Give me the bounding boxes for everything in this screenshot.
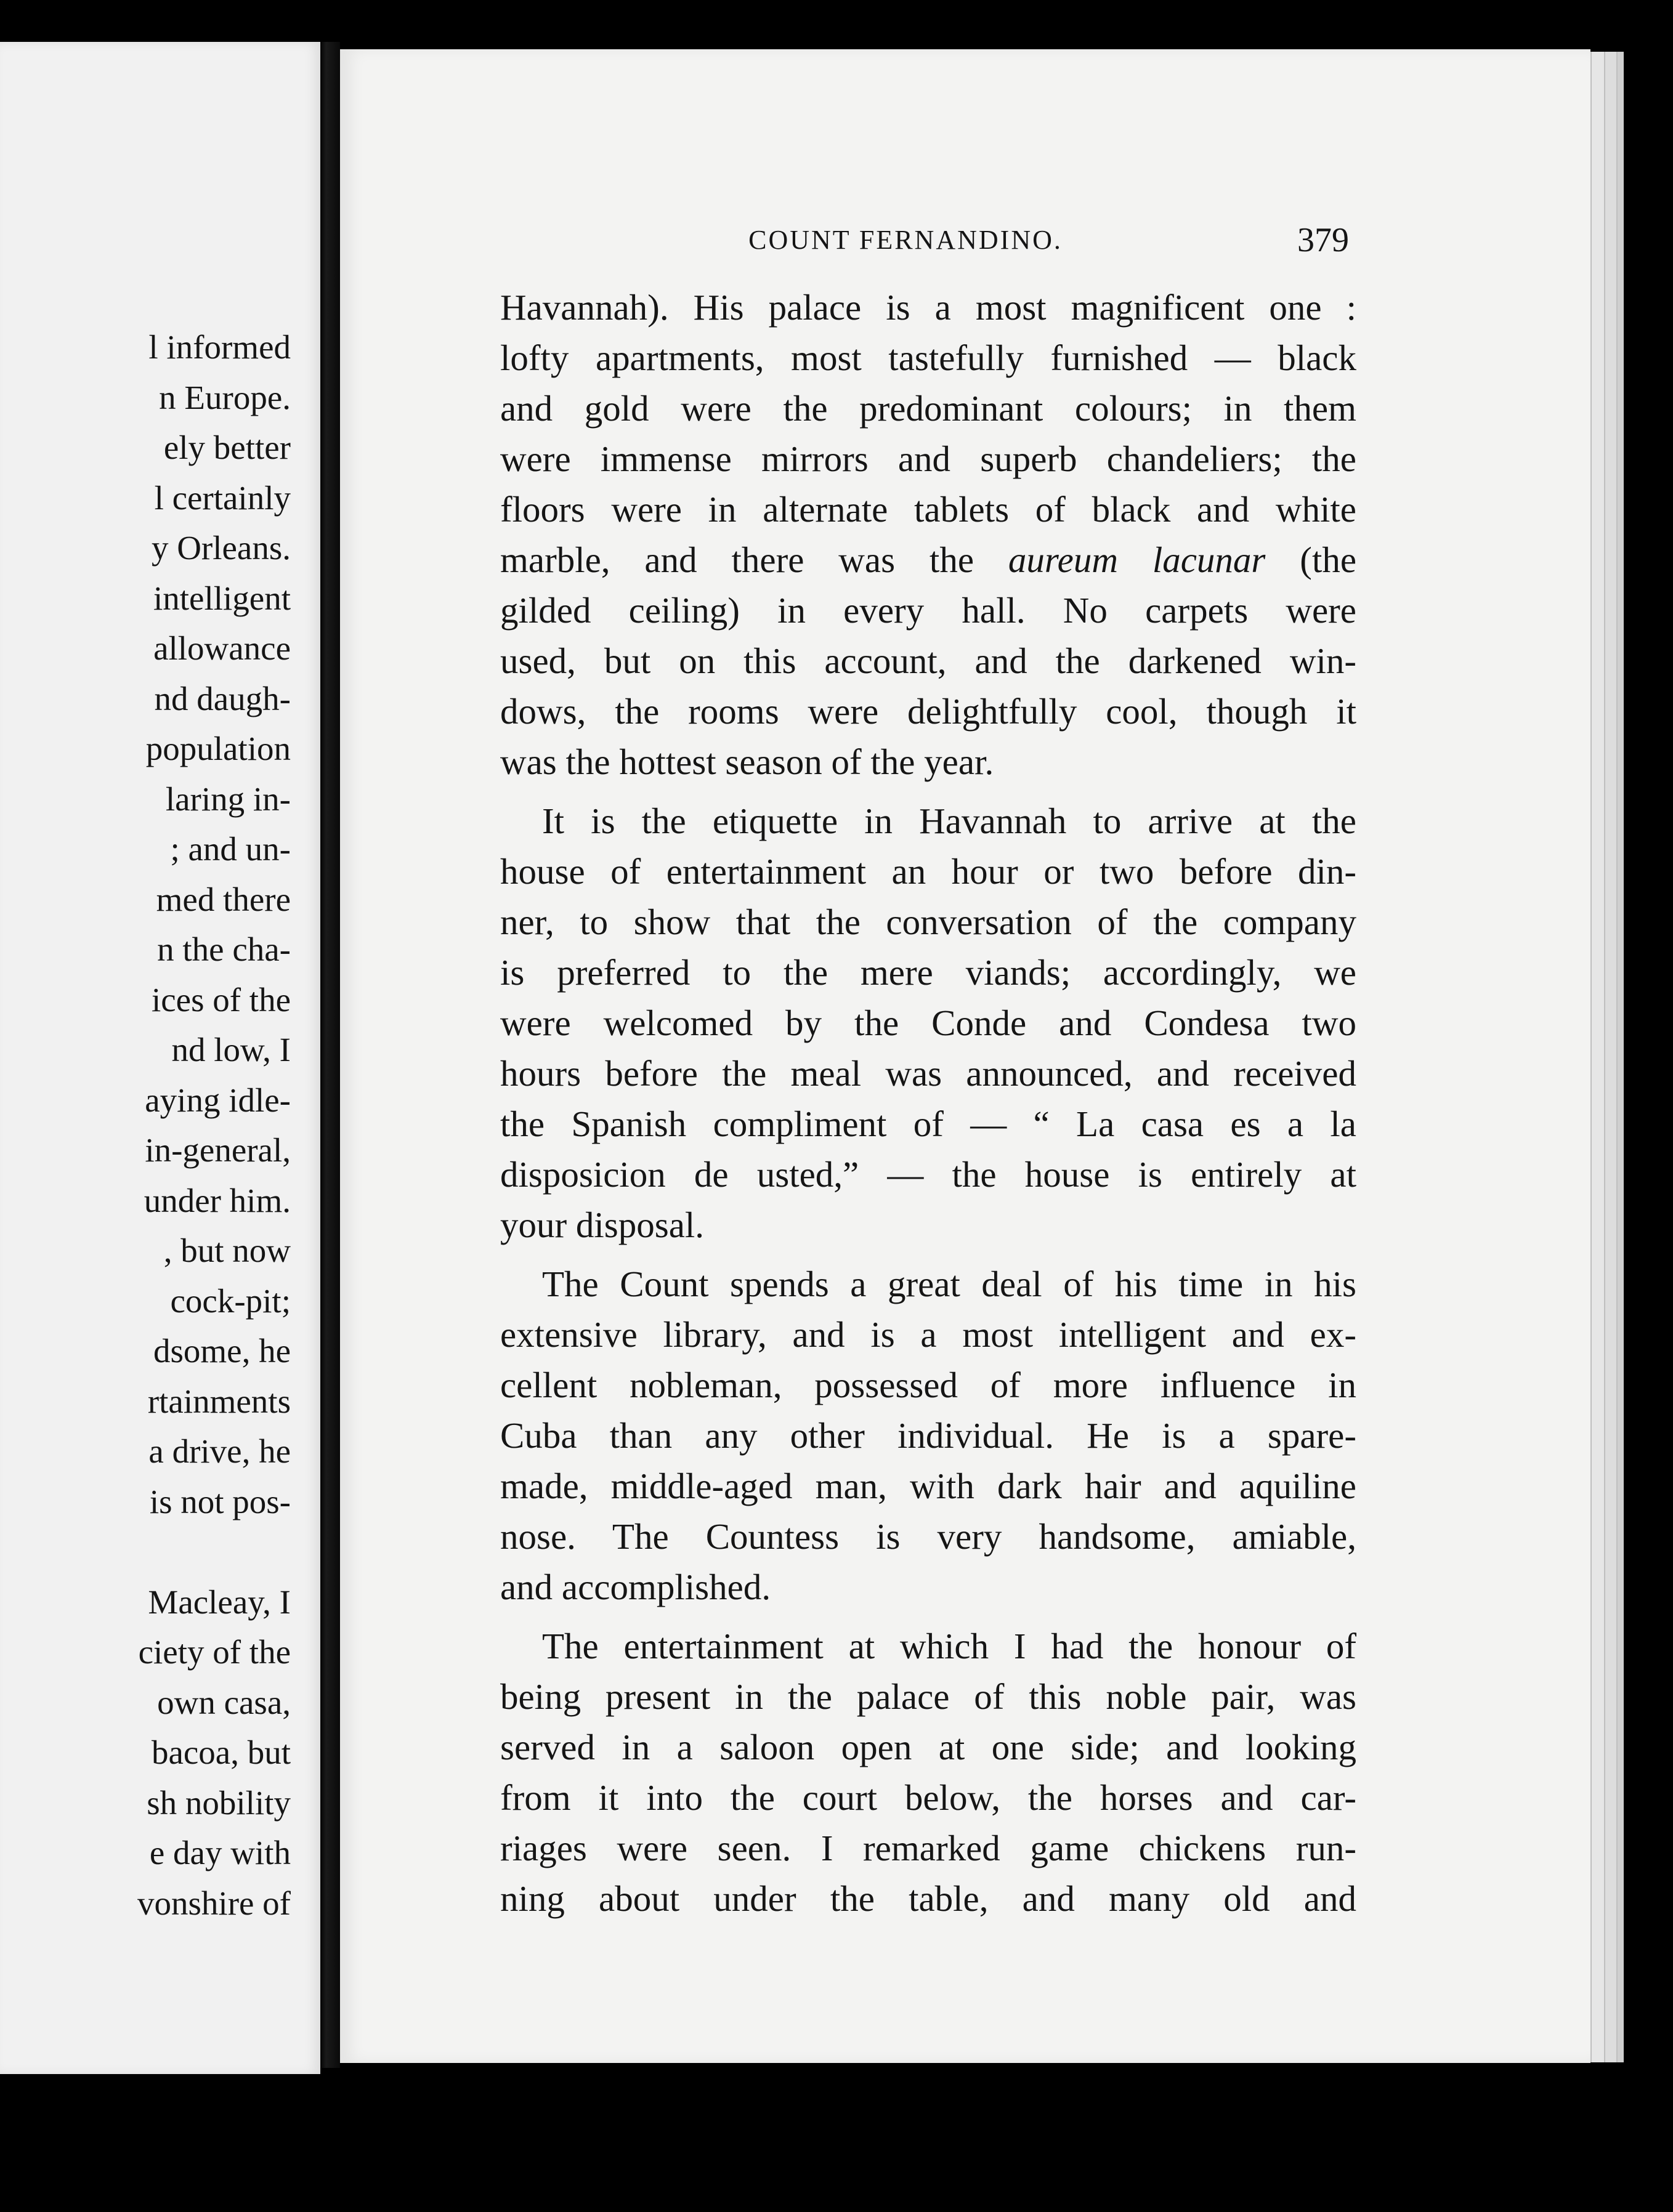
left-fragment: dsome, he bbox=[153, 1332, 291, 1370]
text-line: lofty apartments, most tastefully furnished — black bbox=[500, 337, 1356, 378]
text-segment: marble, and there was the bbox=[500, 539, 974, 580]
left-fragment: e day with bbox=[149, 1834, 291, 1871]
left-fragment: , but now bbox=[163, 1232, 291, 1269]
book-gutter bbox=[320, 42, 340, 2068]
text-line: ner, to show that the conversation of the company bbox=[500, 902, 1356, 942]
left-fragment: vonshire of bbox=[137, 1884, 291, 1922]
text-line: Cuba than any other individual. He is a spare- bbox=[500, 1415, 1356, 1456]
left-page-text bbox=[1, 322, 291, 1928]
left-fragment: ; and un- bbox=[170, 830, 291, 868]
left-fragment: population bbox=[145, 730, 291, 767]
left-fragment: Macleay, I bbox=[148, 1583, 291, 1621]
text-line: The Count spends a great deal of his time in his bbox=[542, 1264, 1356, 1304]
text-line-with-italic bbox=[500, 535, 1356, 585]
text-line: made, middle-aged man, with dark hair and aquiline bbox=[500, 1466, 1356, 1506]
left-fragment: is not pos- bbox=[149, 1482, 291, 1520]
running-title: COUNT FERNANDINO. bbox=[748, 225, 1063, 255]
text-segment: (the bbox=[1300, 539, 1357, 580]
text-line: were immense mirrors and superb chandeliers; the bbox=[500, 438, 1356, 479]
page-number: 379 bbox=[1297, 221, 1349, 259]
left-fragment: bacoa, but bbox=[151, 1734, 291, 1771]
text-line: cellent nobleman, possessed of more influence in bbox=[500, 1365, 1356, 1405]
text-line: It is the etiquette in Havannah to arrive at the bbox=[542, 801, 1356, 841]
left-fragment: y Orleans. bbox=[151, 529, 291, 567]
left-fragment: n Europe. bbox=[159, 378, 291, 416]
text-line: is preferred to the mere viands; accordingly, we bbox=[500, 952, 1356, 993]
paragraph-2 bbox=[500, 796, 1356, 1250]
left-fragment: rtainments bbox=[147, 1382, 291, 1420]
left-fragment: cock-pit; bbox=[170, 1282, 291, 1320]
left-fragment: ely better bbox=[163, 429, 291, 466]
text-line: Havannah). His palace is a most magnificent one : bbox=[500, 287, 1356, 328]
italic-phrase: aureum lacunar bbox=[1008, 539, 1266, 580]
left-fragment: laring in- bbox=[165, 780, 291, 818]
left-fragment: in-general, bbox=[145, 1131, 291, 1169]
text-line: from it into the court below, the horses and car- bbox=[500, 1777, 1356, 1818]
left-fragment: l certainly bbox=[154, 478, 291, 517]
paragraph-gap bbox=[500, 787, 1356, 796]
text-line: was the hottest season of the year. bbox=[500, 741, 994, 782]
page-edge bbox=[1616, 52, 1624, 2062]
text-line: gilded ceiling) in every hall. No carpets were bbox=[500, 590, 1356, 631]
left-fragment: n the cha- bbox=[157, 930, 291, 968]
text-line: floors were in alternate tablets of black and white bbox=[500, 489, 1356, 530]
left-fragment: l informed bbox=[148, 328, 291, 366]
text-line: and gold were the predominant colours; in them bbox=[500, 388, 1356, 429]
left-fragment: sh nobility bbox=[147, 1783, 291, 1822]
text-line: served in a saloon open at one side; and looking bbox=[500, 1727, 1356, 1767]
text-line: and accomplished. bbox=[500, 1567, 771, 1607]
left-fragment: med there bbox=[156, 880, 291, 918]
left-fragment bbox=[1, 1527, 291, 1577]
left-fragment: own casa, bbox=[157, 1683, 291, 1721]
paragraph-gap bbox=[500, 1612, 1356, 1621]
text-line: being present in the palace of this noble pair, was bbox=[500, 1676, 1356, 1717]
running-head bbox=[400, 219, 1411, 262]
text-line: dows, the rooms were delightfully cool, though it bbox=[500, 691, 1356, 732]
text-line: nose. The Countess is very handsome, amiable, bbox=[500, 1516, 1356, 1557]
left-fragment: allowance bbox=[153, 629, 291, 667]
paragraph-4 bbox=[500, 1621, 1356, 1924]
page-edge bbox=[1604, 52, 1618, 2062]
paragraph-gap bbox=[500, 1250, 1356, 1259]
text-line: hours before the meal was announced, and received bbox=[500, 1053, 1356, 1094]
left-fragment: under him. bbox=[144, 1181, 291, 1219]
text-line: house of entertainment an hour or two before din- bbox=[500, 851, 1356, 892]
text-line: your disposal. bbox=[500, 1205, 705, 1245]
left-fragment: nd daugh- bbox=[154, 679, 291, 717]
left-fragment: a drive, he bbox=[148, 1432, 291, 1470]
paragraph-3 bbox=[500, 1259, 1356, 1612]
text-line: used, but on this account, and the darkened win- bbox=[500, 640, 1356, 681]
left-fragment: intelligent bbox=[153, 579, 291, 617]
text-line: disposicion de usted,” — the house is entirely at bbox=[500, 1154, 1356, 1195]
text-line: ning about under the table, and many old and bbox=[500, 1878, 1356, 1919]
left-page bbox=[0, 42, 320, 2074]
main-body-text bbox=[500, 282, 1356, 1924]
text-line: extensive library, and is a most intelligent and ex- bbox=[500, 1314, 1356, 1355]
paragraph-1 bbox=[500, 282, 1356, 787]
left-fragment: aying idle- bbox=[145, 1081, 291, 1119]
text-line: the Spanish compliment of — “ La casa es a la bbox=[500, 1104, 1356, 1144]
left-fragment: nd low, I bbox=[171, 1031, 291, 1068]
left-fragment: ciety of the bbox=[138, 1633, 291, 1671]
text-line: were welcomed by the Conde and Condesa two bbox=[500, 1003, 1356, 1043]
left-fragment: ices of the bbox=[151, 980, 291, 1019]
text-line: The entertainment at which I had the honour of bbox=[542, 1626, 1356, 1666]
text-line: riages were seen. I remarked game chickens run- bbox=[500, 1828, 1356, 1868]
